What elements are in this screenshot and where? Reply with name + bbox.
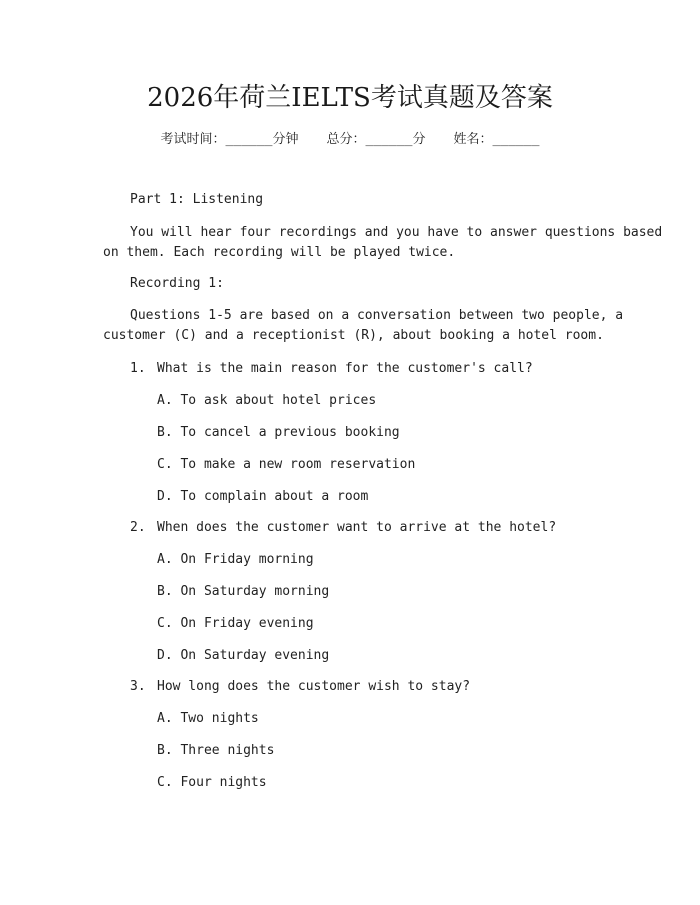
total-score-field: 总分：______分 (326, 132, 426, 147)
intro-paragraph-line-1: You will hear four recordings and you have to answer questions based (130, 225, 663, 240)
question-text: When does the customer want to arrive at the hotel? (157, 520, 557, 535)
intro-paragraph-line-2: on them. Each recording will be played twice. (103, 245, 456, 260)
answer-option: D. On Saturday evening (157, 648, 330, 663)
document-title: 2026年荷兰IELTS考试真题及答案 (147, 83, 553, 113)
answer-option: B. Three nights (157, 743, 275, 758)
name-field: 姓名：______ (453, 132, 540, 147)
answer-option: B. To cancel a previous booking (157, 425, 400, 440)
exam-meta-line (0, 130, 700, 150)
answer-option: A. On Friday morning (157, 552, 314, 567)
question-text: What is the main reason for the customer's call? (157, 361, 533, 376)
part-heading: Part 1: Listening (130, 192, 264, 207)
exam-time-field: 考试时间：______分钟 (160, 132, 299, 147)
question-number: 2. (130, 520, 146, 535)
question-number: 1. (130, 361, 146, 376)
answer-option: C. Four nights (157, 775, 267, 790)
answer-option: B. On Saturday morning (157, 584, 330, 599)
recording-heading: Recording 1: (130, 276, 224, 291)
recording-description-line-1: Questions 1-5 are based on a conversation between two people, a (130, 308, 624, 323)
answer-option: C. On Friday evening (157, 616, 314, 631)
answer-option: A. Two nights (157, 711, 259, 726)
answer-option: D. To complain about a room (157, 489, 369, 504)
answer-option: C. To make a new room reservation (157, 457, 416, 472)
answer-option: A. To ask about hotel prices (157, 393, 377, 408)
question-number: 3. (130, 679, 146, 694)
recording-description-line-2: customer (C) and a receptionist (R), about booking a hotel room. (103, 328, 604, 343)
question-text: How long does the customer wish to stay? (157, 679, 471, 694)
